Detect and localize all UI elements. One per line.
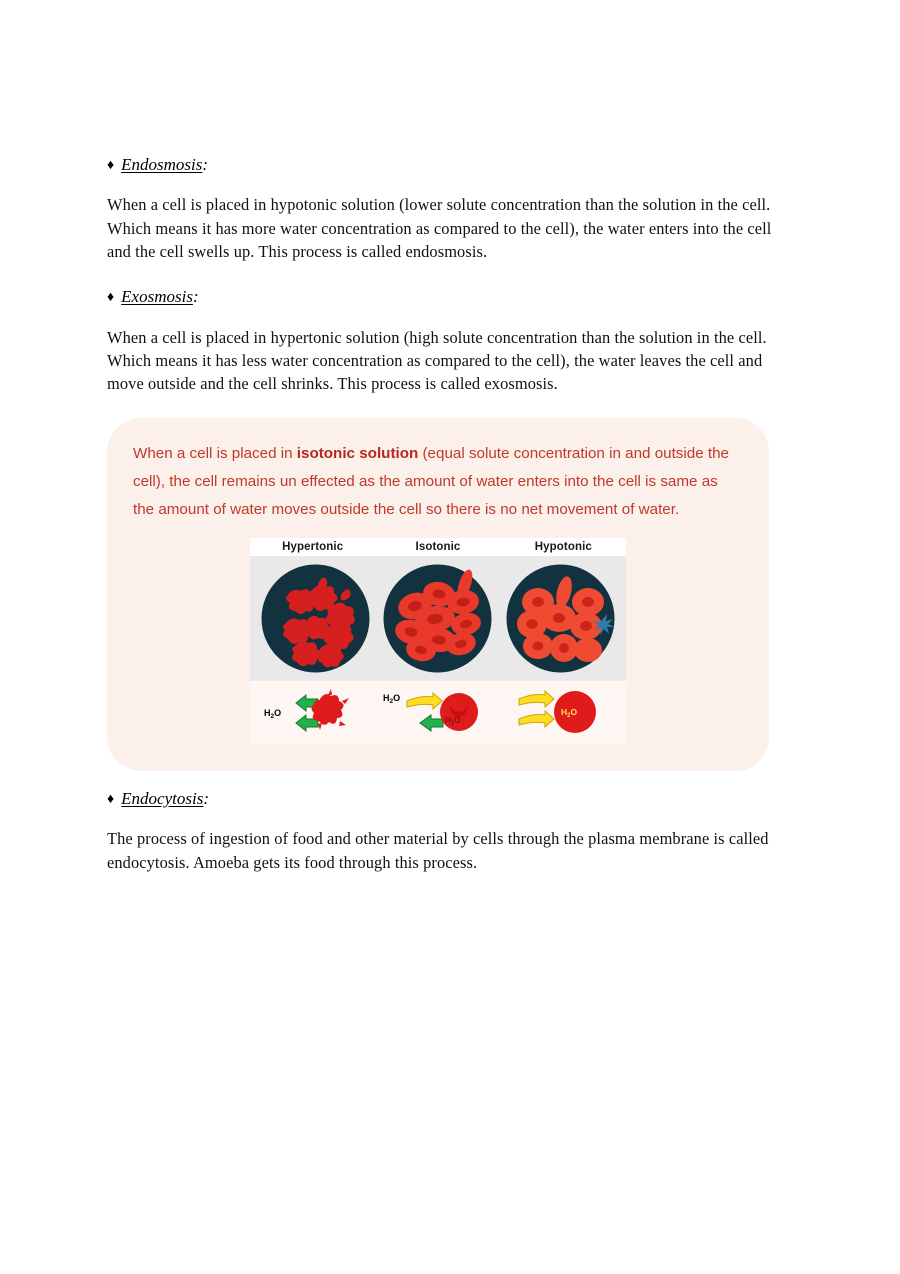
figure-micrograph-row xyxy=(250,556,626,681)
outward-arrow-icon xyxy=(420,715,443,731)
heading-term: Exosmosis xyxy=(121,287,193,307)
round-cell-icon xyxy=(440,693,478,731)
heading-colon: : xyxy=(202,155,209,174)
isotonic-callout-box xyxy=(107,418,769,771)
water-label-isotonic-inner: $H_2O$ xyxy=(445,715,461,727)
callout-text xyxy=(133,440,743,524)
document-content xyxy=(107,155,797,898)
micrograph-hypertonic xyxy=(259,562,372,675)
water-label-hypotonic-inner: $H_2O$ xyxy=(560,706,577,719)
heading-term: Endosmosis xyxy=(121,155,203,174)
figure-header-hypotonic: Hypotonic xyxy=(534,540,592,553)
figure-header-isotonic: Isotonic xyxy=(415,540,461,553)
heading-endosmosis xyxy=(107,155,797,175)
paragraph-exosmosis: When a cell is placed in hypertonic solution (high solute concentration than the solution in the cell. Which means it has less water concentration as compared to the cell), the water leaves the cell and move outside and the cell shrinks. This process is called exosmosis. xyxy=(107,327,767,394)
inward-arrow-icon xyxy=(519,691,554,727)
water-label-isotonic: $H_2O$ xyxy=(383,692,401,705)
water-movement-hypertonic xyxy=(256,687,369,737)
heading-term: Endocytosis xyxy=(121,788,204,808)
heading-colon: : xyxy=(203,788,209,808)
water-movement-isotonic xyxy=(381,687,494,737)
micrograph-isotonic xyxy=(381,562,494,675)
diamond-bullet-icon: ♦ xyxy=(107,791,115,807)
callout-text-part1: When a cell is placed in xyxy=(133,444,297,462)
figure-header-row xyxy=(250,538,626,556)
callout-text-part2: (equal solute concentration in and outside the cell), the cell remains un effected as the amount of water enters into the cell is same as the amount of water moves outside the cell so there is no net movement of water. xyxy=(133,444,729,518)
heading-colon: : xyxy=(192,287,199,307)
callout-emphasis: isotonic solution xyxy=(296,444,419,462)
inward-arrow-icon xyxy=(407,693,442,709)
water-label-hypertonic: $H_2O$ xyxy=(264,707,282,720)
paragraph-endocytosis: The process of ingestion of food and other material by cells through the plasma membrane is called endocytosis. Amoeba gets its food through this process. xyxy=(107,829,769,872)
heading-endocytosis xyxy=(107,789,797,809)
water-movement-hypotonic xyxy=(507,687,620,737)
figure-header-hypertonic: Hypertonic xyxy=(282,540,344,553)
diamond-bullet-icon: ♦ xyxy=(107,158,115,173)
diamond-bullet-icon: ♦ xyxy=(107,290,115,306)
micrograph-hypotonic xyxy=(504,562,617,675)
paragraph-endosmosis: When a cell is placed in hypotonic solution (lower solute concentration than the solution in the cell. Which means it has more water concentration as compared to the cell), the water enters into the cell and the cell swells up. This process is called endosmosis. xyxy=(107,195,772,261)
heading-exosmosis xyxy=(107,287,797,307)
tonicity-figure xyxy=(250,538,626,745)
figure-water-movement-row xyxy=(250,681,626,745)
